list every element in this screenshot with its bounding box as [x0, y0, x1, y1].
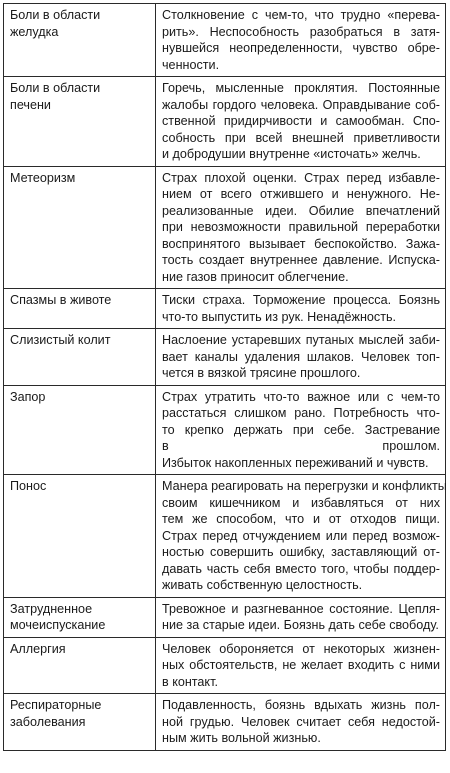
- ailment-description-line: то крепко держать при себе. Застревание: [162, 422, 440, 437]
- ailment-name-line: Аллергия: [10, 641, 66, 656]
- ailment-description-line: ных обстоятельств, не желает входить с ними: [162, 658, 440, 672]
- ailment-description-line: давать часть себя вместо того, чтобы поддер-: [162, 561, 440, 576]
- ailment-name-line: желудка: [10, 24, 59, 39]
- ailment-description-line: в контакт.: [162, 674, 218, 689]
- table-body: [4, 4, 446, 751]
- ailment-description-line: и добродушии внутренне «источать» желчь.: [162, 147, 421, 161]
- ailment-description-line: Страх перед отчуждением или перед возмож-: [162, 528, 440, 543]
- ailment-description-line: при невозможности правильной переработки: [162, 220, 440, 234]
- ailment-name-line: Затрудненное: [10, 601, 93, 616]
- ailment-description-line: ственной придирчивости и самообман. Спо-: [162, 114, 440, 128]
- ailment-description-line: ние за старые идеи. Боязнь дать себе свободу.: [162, 618, 439, 632]
- table-row: [4, 4, 446, 77]
- ailment-name-line: печени: [10, 97, 51, 112]
- ailment-description-line: чется в вязкой трясине прошлого.: [162, 366, 361, 380]
- ailment-name-line: Респираторные: [10, 698, 102, 712]
- ailment-name-line: Спазмы в животе: [10, 293, 112, 307]
- table-row: [4, 329, 446, 386]
- ailment-description-line: Горечь, мысленные проклятия. Постоянные: [162, 81, 440, 95]
- ailment-name-cell: [4, 289, 156, 329]
- ailment-name-cell: [4, 4, 156, 77]
- ailment-description-cell: [156, 329, 446, 386]
- ailment-description-line: ние газов приносит облегчение.: [162, 269, 349, 284]
- ailment-description-line: ной грудью. Человек считает себя недостой-: [162, 714, 440, 729]
- ailment-description-cell: [156, 694, 446, 751]
- ailment-description-line: вает каналы удаления шлаков. Человек топ-: [162, 349, 440, 364]
- ailment-description-cell: [156, 637, 446, 694]
- ailment-name-line: Слизистый колит: [10, 333, 111, 347]
- ailment-name-cell: [4, 329, 156, 386]
- ailment-name-cell: [4, 597, 156, 637]
- ailment-description-line: Столкновение с чем-то, что трудно «перева-: [162, 8, 440, 22]
- ailment-description-line: Страх утратить что-то важное или с чем-то: [162, 389, 440, 404]
- ailment-name-line: заболевания: [10, 714, 86, 729]
- ailment-description-cell: [156, 77, 446, 167]
- ailment-description-line: реализованные идеи. Обилие впечатлений: [162, 203, 440, 218]
- ailment-description-cell: [156, 597, 446, 637]
- table-row: [4, 475, 446, 598]
- ailment-description-line: Наслоение устаревших путаных мыслей заби-: [162, 333, 440, 347]
- ailment-description-line: Тиски страха. Торможение процесса. Боязнь: [162, 293, 440, 307]
- ailment-description-line: нием от всего отжившего и ненужного. Не-: [162, 187, 440, 201]
- ailment-description-line: Манера реагировать на перегрузки и конфликты: [162, 479, 447, 493]
- table-row: [4, 637, 446, 694]
- ailment-description-line: живать собственную целостность.: [162, 578, 363, 592]
- ailment-description-line: что-то выпустить из рук. Ненадёжность.: [162, 309, 397, 324]
- ailment-name-line: Метеоризм: [10, 170, 76, 185]
- table-row: [4, 77, 446, 167]
- ailment-description-line: ным жить вольной жизнью.: [162, 731, 321, 745]
- table-row: [4, 166, 446, 289]
- ailment-name-line: Понос: [10, 479, 47, 493]
- ailment-description-line: ностью совершить ошибку, заставляющий от-: [162, 545, 440, 559]
- table-row: [4, 694, 446, 751]
- ailment-name-line: Запор: [10, 389, 46, 404]
- ailment-description-line: расстаться слишком рано. Потребность что-: [162, 406, 440, 420]
- ailment-description-line: ченности.: [162, 57, 220, 72]
- ailment-description-line: Страх плохой оценки. Страх перед избавле-: [162, 170, 440, 185]
- ailment-description-cell: [156, 166, 446, 289]
- ailment-description-cell: [156, 475, 446, 598]
- ailment-description-line: воспринятого вызывает беспокойство. Зажа-: [162, 236, 440, 251]
- ailment-description-line: своим кишечником и избавляться от них: [162, 495, 440, 510]
- ailment-description-line: Подавленность, боязнь вдыхать жизнь пол-: [162, 698, 440, 712]
- ailment-description-cell: [156, 4, 446, 77]
- ailment-description-cell: [156, 289, 446, 329]
- ailments-table: [3, 3, 446, 751]
- ailment-description-line: жалобы гордого человека. Оправдывание соб-: [162, 97, 440, 112]
- ailment-description-line: тость создает внутреннее давление. Испуска-: [162, 253, 440, 267]
- table-row: [4, 289, 446, 329]
- ailment-name-line: Боли в области: [10, 81, 101, 95]
- table-row: [4, 385, 446, 475]
- ailment-description-line: рить». Неспособность разобраться в затя-: [162, 24, 440, 39]
- table-row: [4, 597, 446, 637]
- ailment-description-line: Тревожное и разгневанное состояние. Цепля-: [162, 601, 440, 616]
- ailment-name-cell: [4, 385, 156, 475]
- ailment-name-line: Боли в области: [10, 8, 101, 22]
- ailment-name-line: мочеиспускание: [10, 618, 106, 632]
- ailment-description-line: в прошлом.: [162, 439, 440, 453]
- ailment-name-cell: [4, 166, 156, 289]
- ailment-description-line: нувшейся неопределенности, чувство обре-: [162, 41, 440, 55]
- ailment-description-cell: [156, 385, 446, 475]
- ailment-description-line: Избыток накопленных переживаний и чувств.: [162, 455, 429, 470]
- ailment-name-cell: [4, 694, 156, 751]
- ailment-description-line: тем же способом, что и от отходов пищи.: [162, 512, 440, 526]
- ailment-name-cell: [4, 637, 156, 694]
- ailment-name-cell: [4, 475, 156, 598]
- ailment-name-cell: [4, 77, 156, 167]
- ailment-description-line: собность при всей внешней приветливости: [162, 130, 440, 145]
- ailment-description-line: Человек обороняется от некоторых жизнен-: [162, 641, 440, 656]
